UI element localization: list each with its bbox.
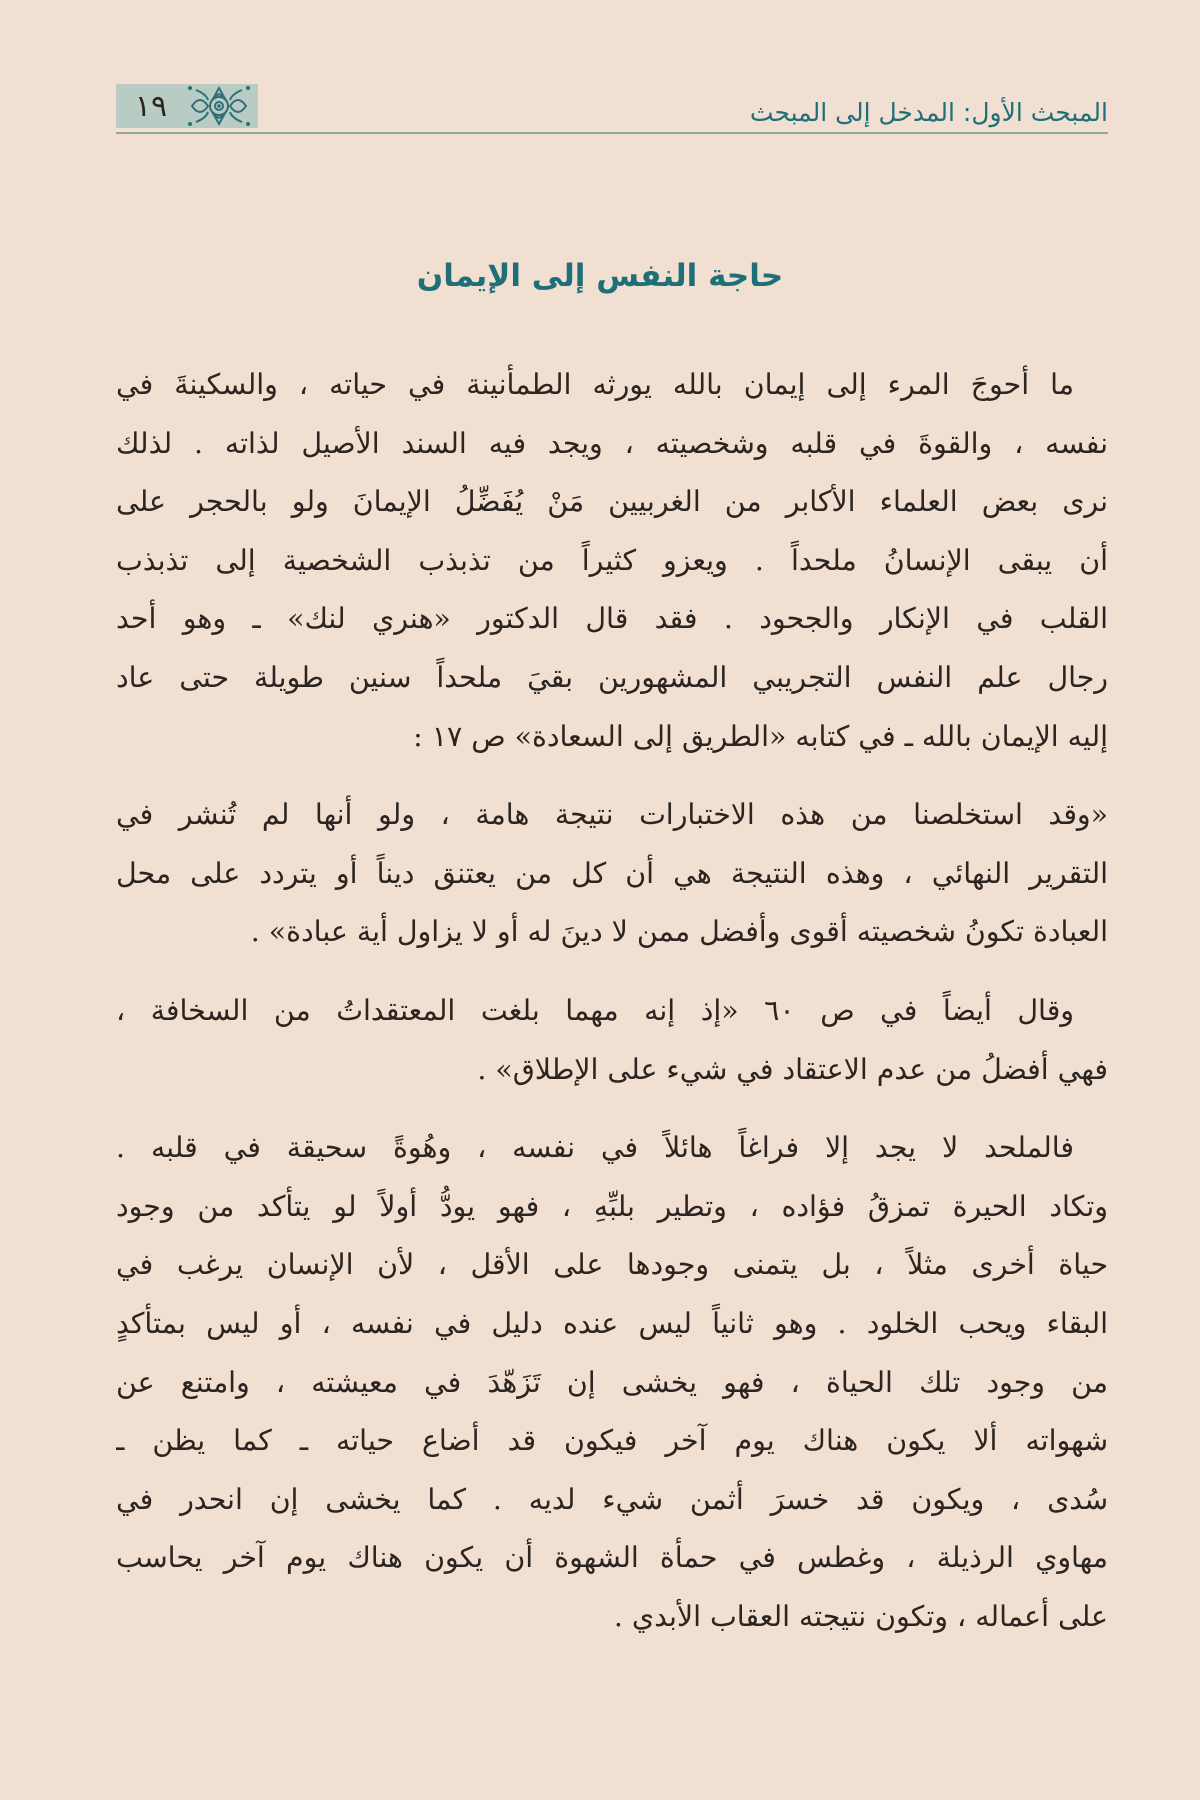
text-line: مهاوي الرذيلة ، وغطس في حمأة الشهوة أن يكون هناك يوم آخر يحاسب [116,1541,1108,1575]
text-line: «وقد استخلصنا من هذه الاختبارات نتيجة هامة ، ولو أنها لم تُنشر في [116,798,1108,832]
text-line: فالملحد لا يجد إلا فراغاً هائلاً في نفسه ، وهُوةً سحيقة في قلبه . [116,1131,1074,1165]
text-line: وتكاد الحيرة تمزقُ فؤاده ، وتطير بلبِّهِ ، فهو يودُّ أولاً لو يتأكد من وجود [116,1189,1108,1223]
text-line: ما أحوجَ المرء إلى إيمان بالله يورثه الطمأنينة في حياته ، والسكينةَ في [116,368,1074,401]
paragraph-2 [116,1119,1108,1646]
text-line: فهي أفضلُ من عدم الاعتقاد في شيء على الإطلاق» . [477,1052,1108,1086]
text-line: نرى بعض العلماء الأكابر من الغربيين مَنْ يُفَضِّلُ الإيمانَ ولو بالحجر على [116,485,1108,519]
section-title: حاجة النفس إلى الإيمان [416,258,784,294]
text-line: حياة أخرى مثلاً ، بل يتمنى وجودها على الأقل ، لأن الإنسان يرغب في [116,1248,1108,1282]
body-text [116,356,1108,1666]
text-line: نفسه ، والقوةَ في قلبه وشخصيته ، ويجد فيه السند الأصيل لذاته . لذلك [116,426,1108,460]
text-line: أن يبقى الإنسانُ ملحداً . ويعزو كثيراً من تذبذب الشخصية إلى تذبذب [116,543,1108,577]
header-divider [116,132,1108,134]
text-line: التقرير النهائي ، وهذه النتيجة هي أن كل من يعتنق ديناً أو يتردد على محل [116,856,1108,890]
text-line: وقال أيضاً في ص ٦٠ «إذ إنه مهما بلغت المعتقداتُ من السخافة ، [116,993,1074,1027]
text-line: البقاء ويحب الخلود . وهو ثانياً ليس عنده دليل في نفسه ، أو ليس بمتأكدٍ [116,1306,1108,1340]
text-line: سُدى ، ويكون قد خسرَ أثمن شيء لديه . كما يخشى إن انحدر في [116,1482,1108,1516]
text-line: من وجود تلك الحياة ، فهو يخشى إن تَزَهّدَ في معيشته ، وامتنع عن [116,1365,1108,1399]
running-title: المبحث الأول: المدخل إلى المبحث [749,98,1108,127]
text-line: رجال علم النفس التجريبي المشهورين بقيَ ملحداً سنين طويلة حتى عاد [116,660,1108,694]
floral-ornament-icon [186,84,252,128]
text-line: شهواته ألا يكون هناك يوم آخر فيكون قد أضاع حياته ـ كما يظن ـ [116,1424,1108,1458]
page-number: ١٩ [134,88,168,124]
quote-paragraph-1 [116,786,1108,962]
quote-paragraph-2 [116,982,1108,1099]
text-line: العبادة تكونُ شخصيته أقوى وأفضل ممن لا دينَ له أو لا يزاول أية عبادة» . [250,915,1108,949]
page-number-box [116,84,258,128]
text-line: على أعماله ، وتكون نتيجته العقاب الأبدي . [613,1599,1108,1633]
page-header [116,78,1108,132]
paragraph-1 [116,356,1108,766]
text-line: القلب في الإنكار والجحود . فقد قال الدكتور «هنري لنك» ـ وهو أحد [116,602,1108,636]
text-line: إليه الإيمان بالله ـ في كتابه «الطريق إلى السعادة» ص ١٧ : [413,719,1108,753]
